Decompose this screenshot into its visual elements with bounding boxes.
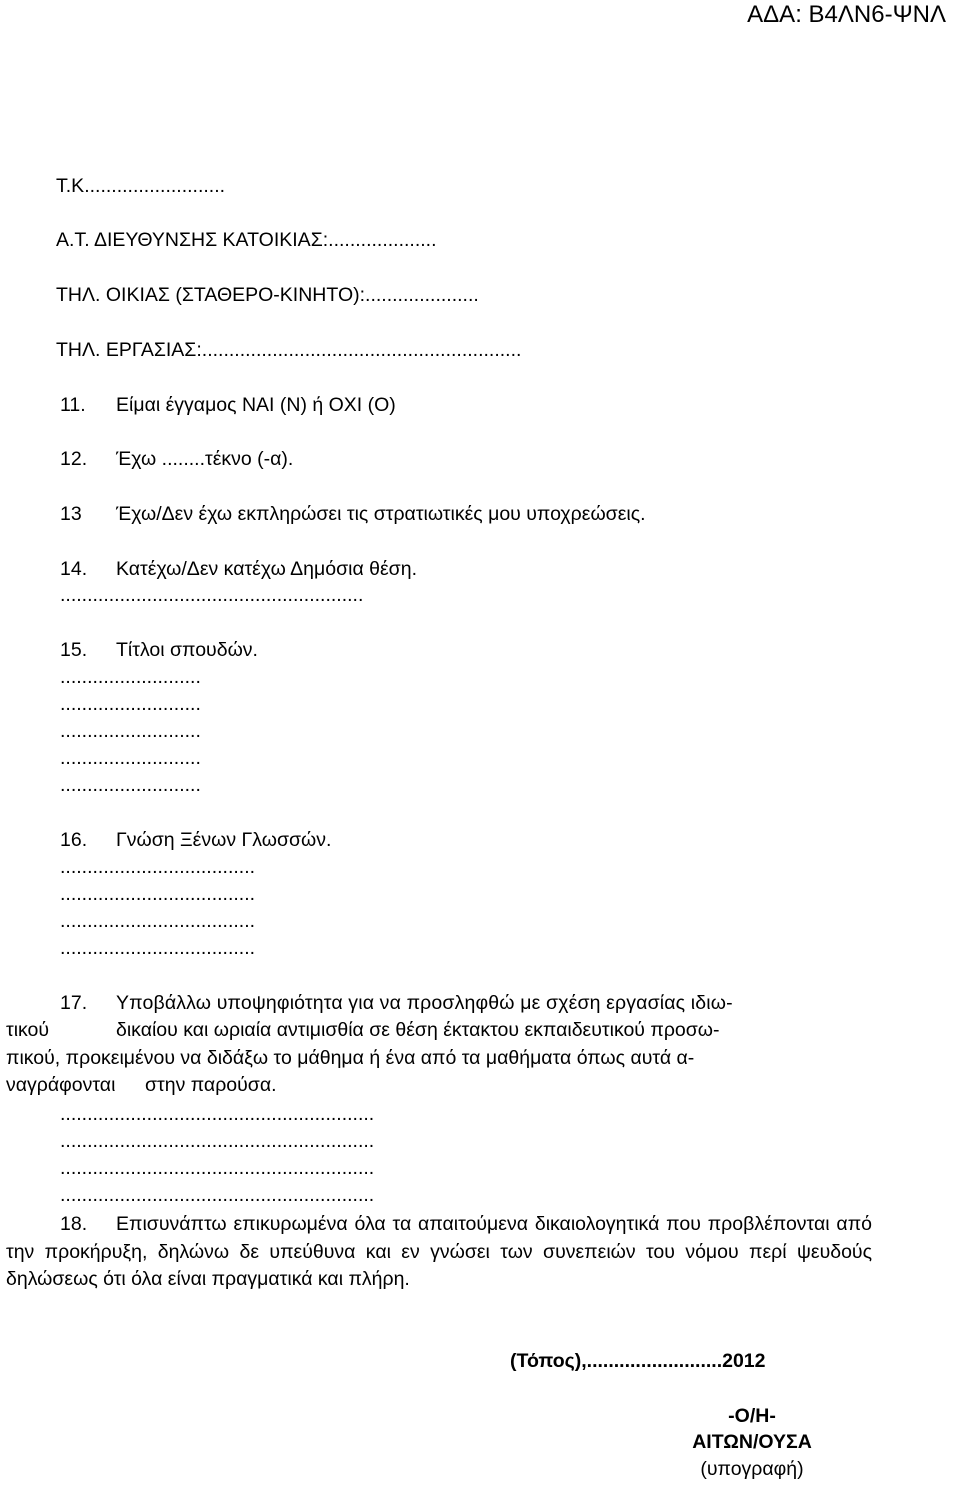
item-text: Έχω ........τέκνο (-α). — [116, 448, 294, 470]
item-16 — [60, 828, 331, 852]
item-number: 18. — [60, 1213, 88, 1235]
place-date: (Τόπος),.........................2012 — [510, 1350, 766, 1372]
item-11 — [60, 393, 396, 417]
item-17-line4a: ναγράφονται — [6, 1074, 116, 1096]
role-line1: -Ο/Η- — [728, 1405, 776, 1427]
item-17-line3: πικού, προκειμένου να διδάξω το μάθημα ή ένα από τα μαθήματα όπως αυτά α- — [6, 1047, 695, 1069]
item-15 — [60, 638, 258, 662]
item-text: Είμαι έγγαμος ΝΑΙ (Ν) ή ΟΧΙ (Ο) — [116, 394, 396, 416]
tk-field: Τ.Κ.......................... — [56, 175, 226, 197]
item-17-line1 — [60, 991, 733, 1015]
item-number: 17. — [60, 992, 88, 1014]
item-text: Κατέχω/Δεν κατέχω Δημόσια θέση. — [116, 558, 417, 580]
item-15-blank: .......................... — [60, 747, 201, 769]
item-number: 14. — [60, 558, 88, 580]
item-number: 12. — [60, 448, 88, 470]
item-14-blank: ........................................................ — [60, 584, 364, 606]
item-number: 16. — [60, 829, 88, 851]
role-line2: ΑΙΤΩΝ/ΟΥΣΑ — [692, 1431, 812, 1453]
item-18 — [6, 1211, 872, 1294]
item-17-line4b: στην παρούσα. — [145, 1074, 277, 1096]
item-number: 13 — [60, 503, 82, 525]
sign-label: (υπογραφή) — [700, 1458, 804, 1480]
item-text: Τίτλοι σπουδών. — [116, 639, 258, 661]
item-16-blank: .................................... — [60, 856, 256, 878]
item-15-blank: .......................... — [60, 720, 201, 742]
item-17-blank: .......................................................... — [60, 1103, 375, 1125]
item-number: 11. — [60, 394, 86, 416]
item-13 — [60, 502, 646, 526]
item-17-blank: .......................................................... — [60, 1130, 375, 1152]
item-15-blank: .......................... — [60, 666, 201, 688]
home-phone-field: ΤΗΛ. ΟΙΚΙΑΣ (ΣΤΑΘΕΡΟ-ΚΙΝΗΤΟ):..................... — [56, 284, 479, 306]
item-number: 15. — [60, 639, 88, 661]
item-15-blank: .......................... — [60, 774, 201, 796]
item-12 — [60, 447, 293, 471]
item-15-blank: .......................... — [60, 693, 201, 715]
item-14 — [60, 557, 417, 581]
ada-header: ΑΔΑ: Β4ΛΝ6-ΨΝΛ — [747, 1, 946, 28]
work-phone-field: ΤΗΛ. ΕΡΓΑΣΙΑΣ:........................................................... — [56, 339, 522, 361]
item-17-blank: .......................................................... — [60, 1184, 375, 1206]
item-16-blank: .................................... — [60, 910, 256, 932]
item-16-blank: .................................... — [60, 883, 256, 905]
item-17-line2b: δικαίου και ωριαία αντιμισθία σε θέση έκτακτου εκπαιδευτικού προσω- — [116, 1019, 720, 1041]
item-text: Γνώση Ξένων Γλωσσών. — [116, 829, 332, 851]
item-16-blank: .................................... — [60, 937, 256, 959]
item-text: Έχω/Δεν έχω εκπληρώσει τις στρατιωτικές μου υποχρεώσεις. — [116, 503, 646, 525]
item-17-line2a: τικού — [6, 1019, 50, 1041]
item-text: Υποβάλλω υποψηφιότητα για να προσληφθώ με σχέση εργασίας ιδιω- — [116, 992, 733, 1014]
address-number-field: Α.Τ. ΔΙΕΥΘΥΝΣΗΣ ΚΑΤΟΙΚΙΑΣ:.................... — [56, 229, 437, 251]
item-17-blank: .......................................................... — [60, 1157, 375, 1179]
item-text: Επισυνάπτω επικυρωμένα όλα τα απαιτούμενα δικαιολογητικά που προβλέπονται από την προκήρυξη, δηλώνω δε υπεύθυνα και εν γνώσει των συνεπειών του νόμου περί ψευδούς δηλώσεως ότι όλα είναι πραγματικά και πλήρη. — [6, 1213, 872, 1290]
